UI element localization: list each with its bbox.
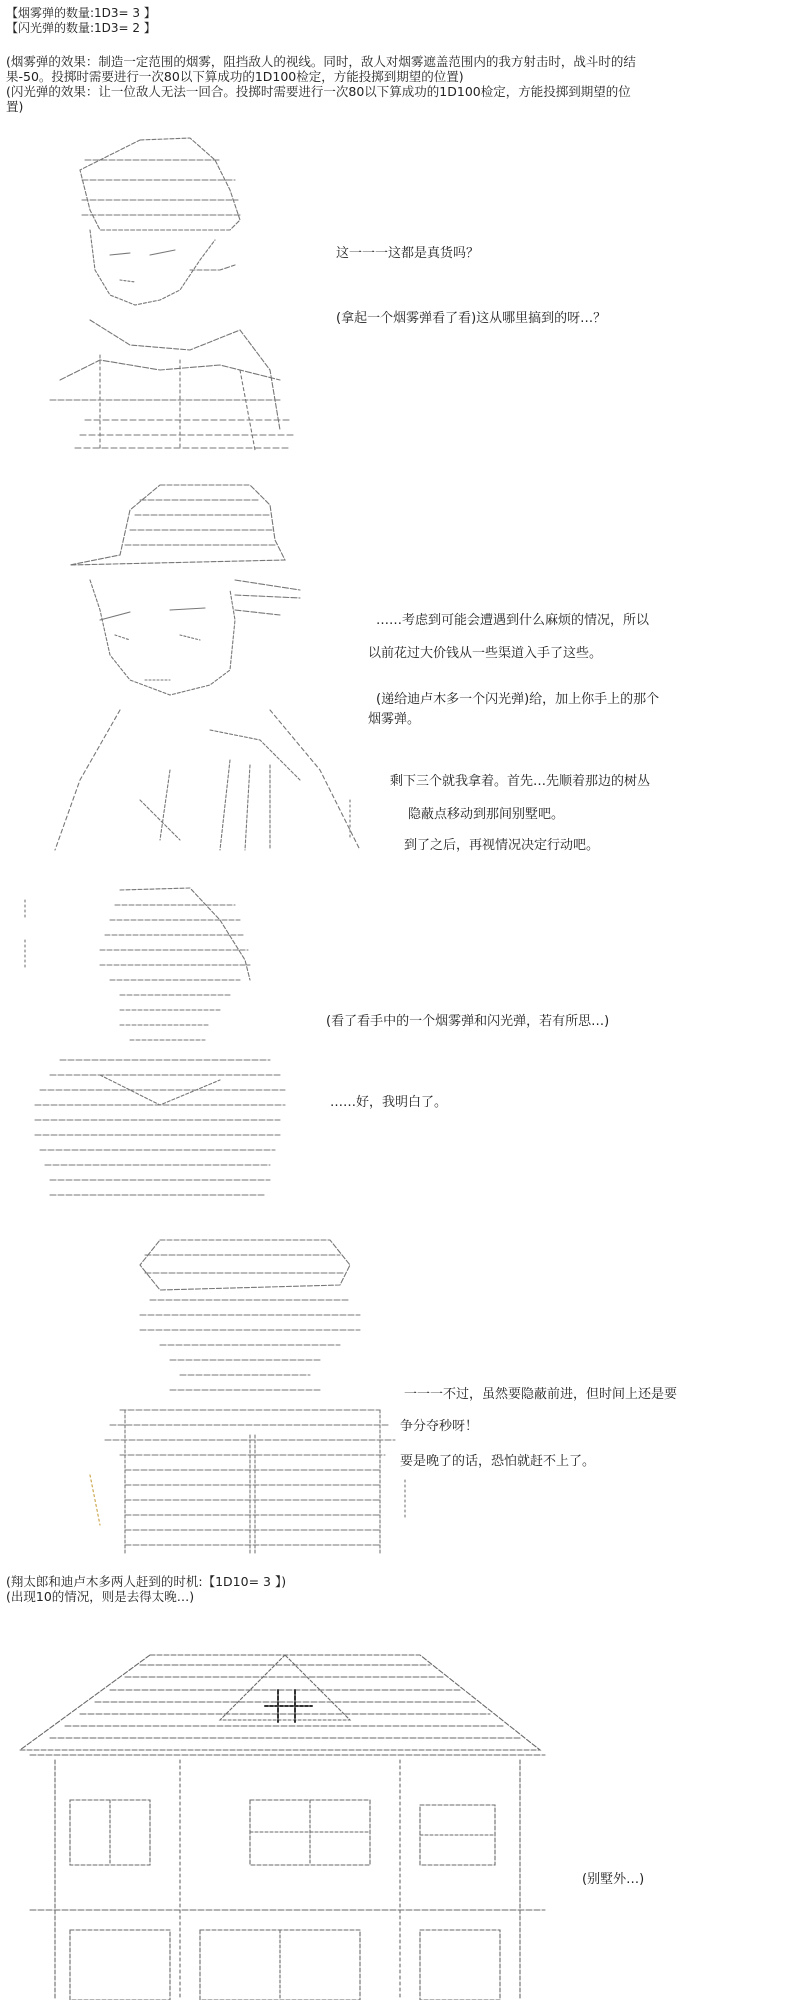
- panel2-line7: 到了之后，再视情况决定行动吧。: [404, 838, 600, 853]
- panel1-line1: 这一一一这都是真货吗？: [336, 246, 480, 261]
- panel1-line2: (拿起一个烟雾弹看了看)这从哪里搞到的呀…？: [336, 311, 607, 326]
- panel2-line3: (递给迪卢木多一个闪光弹)给，加上你手上的那个: [376, 692, 660, 707]
- panel2-line6: 隐蔽点移动到那间别墅吧。: [408, 807, 565, 822]
- panel4-line2: 争分夺秒呀！: [400, 1419, 479, 1434]
- character-figure-hatted-ascii-art: [40, 130, 330, 460]
- villa-exterior-ascii-art: [20, 1650, 560, 2000]
- timing-roll-line1: (翔太郎和迪卢木多两人赶到的时机:【1D10= 3 】): [6, 1574, 287, 1589]
- panel2-line2: 以前花过大价钱从一些渠道入手了这些。: [368, 646, 603, 661]
- panel5-line1: (别墅外…): [582, 1872, 645, 1887]
- arrival-timing-roll: [6, 1574, 286, 1604]
- flash-count-roll: 【闪光弹的数量:1D3= 2 】: [6, 21, 156, 35]
- panel4-line3: 要是晚了的话，恐怕就赶不上了。: [400, 1454, 596, 1469]
- character-figure-hooded-ascii-art: [80, 1235, 410, 1565]
- dice-roll-header: [6, 6, 156, 36]
- panel3-line2: ……好，我明白了。: [330, 1095, 448, 1110]
- panel2-line5: 剩下三个就我拿着。首先…先顺着那边的树丛: [390, 774, 651, 789]
- panel2-line1: ……考虑到可能会遭遇到什么麻烦的情况，所以: [376, 613, 650, 628]
- smoke-count-roll: 【烟雾弹的数量:1D3= 3 】: [6, 6, 156, 20]
- smoke-effect-text: (烟雾弹的效果：制造一定范围的烟雾，阻挡敌人的视线。同时，敌人对烟雾遮盖范围内的我方射击时，战斗时的结果-50。投掷时需要进行一次80以下算成功的1D100检定，方能投掷到期望的位置): [6, 54, 636, 84]
- character-figure-long-hair-ascii-art: [20, 880, 300, 1220]
- flash-effect-text: (闪光弹的效果：让一位敌人无法一回合。投掷时需要进行一次80以下算成功的1D100检定，方能投掷到期望的位置): [6, 84, 631, 114]
- timing-roll-line2: (出现10的情况，则是去得太晚…): [6, 1589, 195, 1604]
- item-effects-description: [6, 54, 646, 114]
- panel2-line4: 烟雾弹。: [368, 712, 421, 727]
- panel3-line1: (看了看手中的一个烟雾弹和闪光弹，若有所思…): [326, 1014, 610, 1029]
- character-figure-capped-ascii-art: [60, 480, 360, 860]
- panel4-line1: 一一一不过，虽然要隐蔽前进，但时间上还是要: [404, 1387, 678, 1402]
